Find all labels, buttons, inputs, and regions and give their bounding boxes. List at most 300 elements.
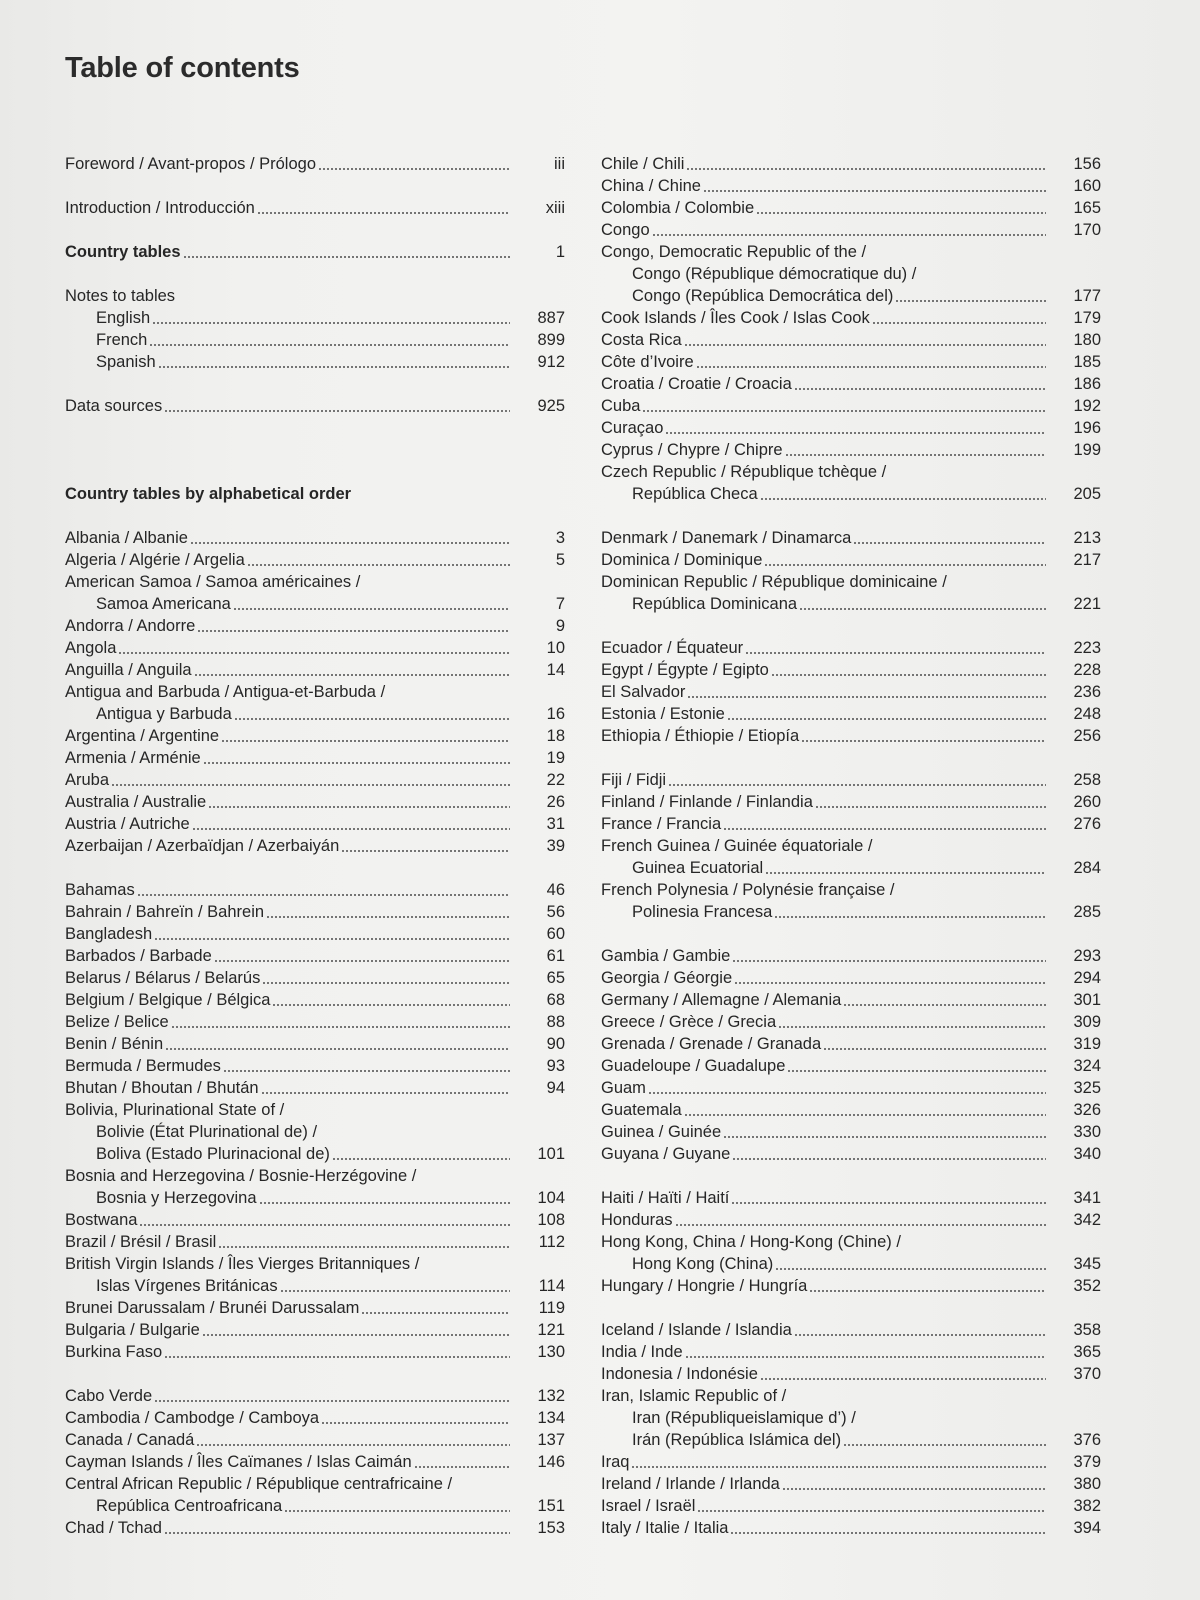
toc-entry[interactable] [601,1231,1101,1275]
toc-entry[interactable] [601,725,1101,747]
toc-page-number: 365 [1073,1343,1101,1361]
toc-entry[interactable] [601,1495,1101,1517]
toc-entry-line [65,791,565,813]
toc-page-number: 380 [1073,1475,1101,1493]
toc-entry-label: Armenia / Arménie [65,749,201,767]
country-list-left [65,527,565,1539]
dot-leader [687,696,1046,698]
toc-page-number: 345 [1073,1255,1101,1273]
toc-entry-line [601,637,1101,659]
toc-entry[interactable] [601,791,1101,813]
toc-page-number: 260 [1073,793,1101,811]
toc-entry-label: Cabo Verde [65,1387,153,1405]
toc-entry[interactable] [65,1297,565,1319]
toc-entry-label: Canada / Canadá [65,1431,195,1449]
toc-page-number: 319 [1073,1035,1101,1053]
dot-leader [183,256,510,258]
toc-entry[interactable] [65,1253,565,1297]
toc-page-number: 16 [546,705,565,723]
dot-leader [261,1092,510,1094]
toc-entry-label: Brunei Darussalam / Brunéi Darussalam [65,1299,360,1317]
dot-leader [823,1048,1046,1050]
dot-leader [787,1070,1046,1072]
toc-entry[interactable] [65,1473,565,1517]
toc-page-number: iii [554,155,565,173]
toc-entry-data-sources[interactable] [65,395,565,417]
toc-entry-label: Finland / Finlande / Finlandia [601,793,813,811]
toc-entry[interactable] [65,1099,565,1165]
toc-entry-label: Bosnia and Herzegovina / Bosnie-Herzégovine / [65,1167,417,1185]
toc-page-number: 56 [546,903,565,921]
toc-page-number: 165 [1073,199,1101,217]
toc-page-number: 325 [1073,1079,1101,1097]
toc-entry[interactable] [601,307,1101,329]
dot-leader [149,344,510,346]
toc-page-number: 326 [1073,1101,1101,1119]
toc-entry[interactable] [601,527,1101,549]
toc-page-number: 294 [1073,969,1101,987]
toc-page-number: 217 [1073,551,1101,569]
toc-entry[interactable] [65,681,565,725]
toc-entry-label: Croatia / Croatie / Croacia [601,375,792,393]
toc-entry-label: Aruba [65,771,110,789]
dot-leader [732,1158,1046,1160]
toc-entry[interactable] [601,769,1101,791]
toc-entry-line [601,307,1101,329]
toc-entry-label: Belarus / Bélarus / Belarús [65,969,261,987]
toc-entry-line-wrapped [601,1385,1101,1407]
toc-entry[interactable] [65,1385,565,1407]
toc-entry[interactable] [601,351,1101,373]
toc-page-number: 153 [537,1519,565,1537]
toc-entry-line [65,769,565,791]
toc-entry-label: Guinea / Guinée [601,1123,722,1141]
toc-entry-label: República Centroafricana [96,1497,283,1515]
dot-leader [259,1202,510,1204]
dot-leader [843,1004,1046,1006]
toc-entry-notes-english[interactable] [65,307,565,329]
toc-entry[interactable] [601,197,1101,219]
toc-entry[interactable] [65,527,565,549]
dot-leader [668,784,1046,786]
toc-page-number: 342 [1073,1211,1101,1229]
toc-entry-label: Congo (República Democrática del) [632,287,894,305]
toc-page-number: 223 [1073,639,1101,657]
toc-entry-label: Dominica / Dominique [601,551,763,569]
alphabetical-heading: Country tables by alphabetical order [65,485,352,503]
dot-leader [775,1268,1046,1270]
toc-entry-line-wrapped [65,681,565,703]
toc-page-number: 276 [1073,815,1101,833]
toc-entry[interactable] [601,879,1101,923]
toc-entry[interactable] [65,1231,565,1253]
toc-entry-line [65,1231,565,1253]
toc-page-number: 65 [546,969,565,987]
toc-entry[interactable] [601,659,1101,681]
toc-entry[interactable] [65,571,565,615]
toc-entry-notes-french[interactable] [65,329,565,351]
toc-page-number: 9 [555,617,565,635]
toc-page-number: 309 [1073,1013,1101,1031]
dot-leader [730,1532,1046,1534]
toc-entry-label: Angola [65,639,117,657]
toc-entry-label: Guyana / Guyane [601,1145,731,1163]
toc-entry-line-wrapped [601,1407,1101,1429]
dot-leader [794,1334,1046,1336]
toc-entry[interactable] [65,637,565,659]
toc-entry-line [601,659,1101,681]
toc-entry[interactable] [601,813,1101,835]
toc-entry-label: India / Inde [601,1343,683,1361]
dot-leader [684,344,1046,346]
toc-entry-label: Guatemala [601,1101,682,1119]
toc-entry-line [601,945,1101,967]
dot-leader [257,212,510,214]
toc-entry[interactable] [601,219,1101,241]
toc-entry[interactable] [601,461,1101,505]
toc-page-number: 301 [1073,991,1101,1009]
toc-entry-line [65,989,565,1011]
toc-entry[interactable] [601,571,1101,615]
toc-page-number: 132 [537,1387,565,1405]
toc-entry[interactable] [65,1055,565,1077]
toc-entry[interactable] [65,1451,565,1473]
toc-entry[interactable] [601,637,1101,659]
toc-entry-label: Iran, Islamic Republic of / [601,1387,787,1405]
toc-entry[interactable] [65,879,565,901]
toc-entry[interactable] [601,373,1101,395]
toc-entry[interactable] [65,549,565,571]
toc-entry-label: Guinea Ecuatorial [632,859,764,877]
toc-entry-line [601,373,1101,395]
toc-entry[interactable] [601,1363,1101,1385]
toc-entry-line-wrapped [601,461,1101,483]
dot-leader [696,366,1046,368]
toc-entry-line-wrapped [601,1231,1101,1253]
toc-entry[interactable] [65,769,565,791]
toc-page-number: 236 [1073,683,1101,701]
toc-entry-foreword[interactable] [65,153,565,175]
toc-entry[interactable] [601,967,1101,989]
dot-leader [686,168,1046,170]
toc-entry[interactable] [65,615,565,637]
toc-entry-line [65,1429,565,1451]
toc-entry-line [65,1011,565,1033]
toc-entry-line [65,1451,565,1473]
toc-entry[interactable] [65,747,565,769]
toc-entry-label: Brazil / Brésil / Brasil [65,1233,217,1251]
toc-page-number: xiii [545,199,565,217]
toc-entry-line [65,1033,565,1055]
toc-page-number: 112 [538,1233,565,1251]
toc-page-number: 228 [1073,661,1101,679]
toc-entry[interactable] [601,945,1101,967]
toc-entry-line [601,1011,1101,1033]
toc-entry-label: Spanish [96,353,156,371]
toc-entry[interactable] [65,835,565,857]
dot-leader [139,1224,510,1226]
toc-entry-line [601,1253,1101,1275]
dot-leader [642,410,1046,412]
toc-entry-label: Central African Republic / République centrafricaine / [65,1475,453,1493]
dot-leader [118,652,510,654]
dot-leader [809,1290,1046,1292]
toc-entry-line-wrapped [601,241,1101,263]
toc-entry[interactable] [65,659,565,681]
toc-entry-line [65,1319,565,1341]
toc-page-number: 180 [1073,331,1101,349]
toc-entry[interactable] [601,835,1101,879]
toc-entry-line [65,615,565,637]
toc-entry-line [601,901,1101,923]
toc-entry-notes-spanish[interactable] [65,351,565,373]
dot-leader [760,498,1046,500]
toc-entry[interactable] [601,417,1101,439]
toc-page-number: 925 [537,397,565,415]
toc-page-number: 7 [555,595,565,613]
toc-entry-line [601,1121,1101,1143]
toc-entry-line-wrapped [601,879,1101,901]
toc-entry[interactable] [65,945,565,967]
toc-entry[interactable] [601,1077,1101,1099]
toc-entry[interactable] [601,1121,1101,1143]
toc-entry-label: American Samoa / Samoa américaines / [65,573,361,591]
toc-entry[interactable] [601,153,1101,175]
dot-leader [318,168,510,170]
toc-entry-line [65,1055,565,1077]
toc-entry-line [601,1473,1101,1495]
toc-entry-line [601,1517,1101,1539]
toc-entry-line [65,637,565,659]
dot-leader [799,608,1046,610]
toc-entry-line [65,1407,565,1429]
toc-entry[interactable] [65,1165,565,1209]
toc-entry[interactable] [65,1517,565,1539]
right-column [601,153,1101,1539]
toc-entry-line-wrapped [601,263,1101,285]
dot-leader [262,982,510,984]
toc-entry[interactable] [601,1517,1101,1539]
toc-entry[interactable] [65,923,565,945]
toc-entry-line [601,593,1101,615]
toc-entry[interactable] [65,791,565,813]
toc-entry[interactable] [601,1451,1101,1473]
toc-entry-label: Cambodia / Cambodge / Camboya [65,1409,320,1427]
toc-entry-label: Bolivia, Plurinational State of / [65,1101,285,1119]
toc-entry-line [65,879,565,901]
dot-leader [652,234,1046,236]
toc-entry-line-wrapped [601,835,1101,857]
toc-entry-line [601,417,1101,439]
toc-entry[interactable] [601,1055,1101,1077]
toc-entry[interactable] [65,725,565,747]
toc-entry-line [601,1495,1101,1517]
toc-entry[interactable] [601,1099,1101,1121]
toc-entry-label: Bosnia y Herzegovina [96,1189,257,1207]
toc-entry-label: Iceland / Islande / Islandia [601,1321,792,1339]
toc-entry-label: Bolivie (État Plurinational de) / [96,1123,318,1141]
toc-entry[interactable] [601,1319,1101,1341]
toc-entry-label: Bostwana [65,1211,138,1229]
toc-page-number: 60 [546,925,565,943]
toc-entry-line [65,593,565,615]
toc-entry[interactable] [65,1407,565,1429]
toc-entry-line [601,769,1101,791]
toc-entry-line-wrapped [65,1165,565,1187]
toc-page-number: 46 [546,881,565,899]
toc-entry-label: Antigua y Barbuda [96,705,232,723]
toc-entry[interactable] [65,967,565,989]
toc-entry[interactable] [601,681,1101,703]
toc-page-number: 221 [1073,595,1101,613]
toc-entry-label: Antigua and Barbuda / Antigua-et-Barbuda / [65,683,386,701]
toc-entry-label: Congo (République démocratique du) / [632,265,917,283]
toc-page-number: 186 [1073,375,1101,393]
dot-leader [266,916,510,918]
toc-entry-label: Ecuador / Équateur [601,639,744,657]
dot-leader [703,190,1046,192]
toc-page-number: 119 [538,1299,565,1317]
toc-page-number: 379 [1073,1453,1101,1471]
toc-page-number: 88 [546,1013,565,1031]
toc-entry-line [601,175,1101,197]
toc-entry[interactable] [65,1033,565,1055]
dot-leader [734,982,1046,984]
dot-leader [697,1510,1046,1512]
toc-entry-line [65,747,565,769]
toc-entry-label: Denmark / Danemark / Dinamarca [601,529,852,547]
toc-entry[interactable] [65,1209,565,1231]
toc-entry-line-wrapped [65,1099,565,1121]
toc-entry[interactable] [601,1385,1101,1451]
toc-entry-label: Haiti / Haïti / Haití [601,1189,730,1207]
dot-leader [202,1334,510,1336]
toc-entry[interactable] [65,901,565,923]
toc-entry-line [65,901,565,923]
toc-entry[interactable] [601,1275,1101,1297]
toc-entry-label: Georgia / Géorgie [601,969,733,987]
toc-entry-label: Iran (Républiqueislamique d’) / [632,1409,856,1427]
toc-entry[interactable] [601,1209,1101,1231]
toc-entry-line [65,1495,565,1517]
toc-entry-line [65,1143,565,1165]
toc-entry[interactable] [601,1473,1101,1495]
toc-entry-label: Andorra / Andorre [65,617,196,635]
dot-leader [815,806,1046,808]
toc-entry[interactable] [65,1429,565,1451]
toc-entry-line [601,1363,1101,1385]
toc-entry-line [601,703,1101,725]
toc-page-number: 179 [1073,309,1101,327]
toc-entry[interactable] [65,989,565,1011]
toc-entry[interactable] [601,175,1101,197]
dot-leader [154,1400,510,1402]
toc-entry-label: Côte d’Ivoire [601,353,694,371]
toc-page-number: 248 [1073,705,1101,723]
toc-page-number: 156 [1073,155,1101,173]
toc-page-number: 330 [1073,1123,1101,1141]
toc-entry-line [601,1319,1101,1341]
toc-entry[interactable] [601,1187,1101,1209]
toc-entry[interactable] [601,439,1101,461]
toc-page-number: 5 [555,551,565,569]
toc-entry-label: Chile / Chili [601,155,685,173]
toc-page-number: 177 [1073,287,1101,305]
toc-page-number: 170 [1073,221,1101,239]
toc-entry[interactable] [65,1011,565,1033]
toc-page-number: 114 [538,1277,565,1295]
toc-page-number: 258 [1073,771,1101,789]
toc-entry-line [65,835,565,857]
toc-entry-label: República Dominicana [632,595,798,613]
toc-entry-label: Islas Vírgenes Británicas [96,1277,278,1295]
toc-page-number: 22 [546,771,565,789]
toc-entry-label: Bermuda / Bermudes [65,1057,221,1075]
dot-leader [801,740,1046,742]
toc-entry-label: Bulgaria / Bulgarie [65,1321,200,1339]
toc-entry-line [601,153,1101,175]
toc-entry[interactable] [601,989,1101,1011]
toc-page-number: 39 [546,837,565,855]
dot-leader [152,322,510,324]
toc-entry[interactable] [601,549,1101,571]
toc-entry[interactable] [601,1011,1101,1033]
toc-entry[interactable] [601,1341,1101,1363]
toc-entry[interactable] [601,329,1101,351]
toc-entry-label: Albania / Albanie [65,529,188,547]
toc-entry-line [601,439,1101,461]
toc-entry[interactable] [65,813,565,835]
toc-entry-label: Costa Rica [601,331,682,349]
toc-entry[interactable] [601,241,1101,307]
toc-entry-line [601,1429,1101,1451]
dot-leader [631,1466,1046,1468]
toc-entry[interactable] [601,395,1101,417]
toc-page-number: 146 [537,1453,565,1471]
toc-page-number: 18 [546,727,565,745]
toc-entry-line [65,659,565,681]
toc-entry-line [65,527,565,549]
toc-entry-line [601,1209,1101,1231]
toc-entry-label: Cayman Islands / Îles Caïmanes / Islas Caimán [65,1453,412,1471]
toc-entry[interactable] [601,1143,1101,1165]
toc-entry-label: Germany / Allemagne / Alemania [601,991,842,1009]
toc-entry[interactable] [601,703,1101,725]
dot-leader [361,1312,510,1314]
notes-heading: Notes to tables [65,287,176,305]
toc-entry-line [65,1077,565,1099]
toc-page-number: 101 [537,1145,565,1163]
toc-entry-label: Ireland / Irlande / Irlanda [601,1475,780,1493]
toc-entry[interactable] [65,1341,565,1363]
toc-page-number: 899 [537,331,565,349]
dot-leader [727,718,1046,720]
toc-entry[interactable] [65,1077,565,1099]
toc-entry-label: Cuba [601,397,641,415]
toc-entry[interactable] [601,1033,1101,1055]
toc-entry-line [601,549,1101,571]
toc-entry-country-tables[interactable] [65,241,565,263]
dot-leader [171,1026,510,1028]
dot-leader [895,300,1046,302]
toc-entry-line [601,1099,1101,1121]
toc-entry-introduction[interactable] [65,197,565,219]
toc-page-number: 26 [546,793,565,811]
toc-entry-label: Hong Kong (China) [632,1255,774,1273]
toc-entry[interactable] [65,1319,565,1341]
toc-entry-line [65,1385,565,1407]
toc-page-number: 93 [546,1057,565,1075]
